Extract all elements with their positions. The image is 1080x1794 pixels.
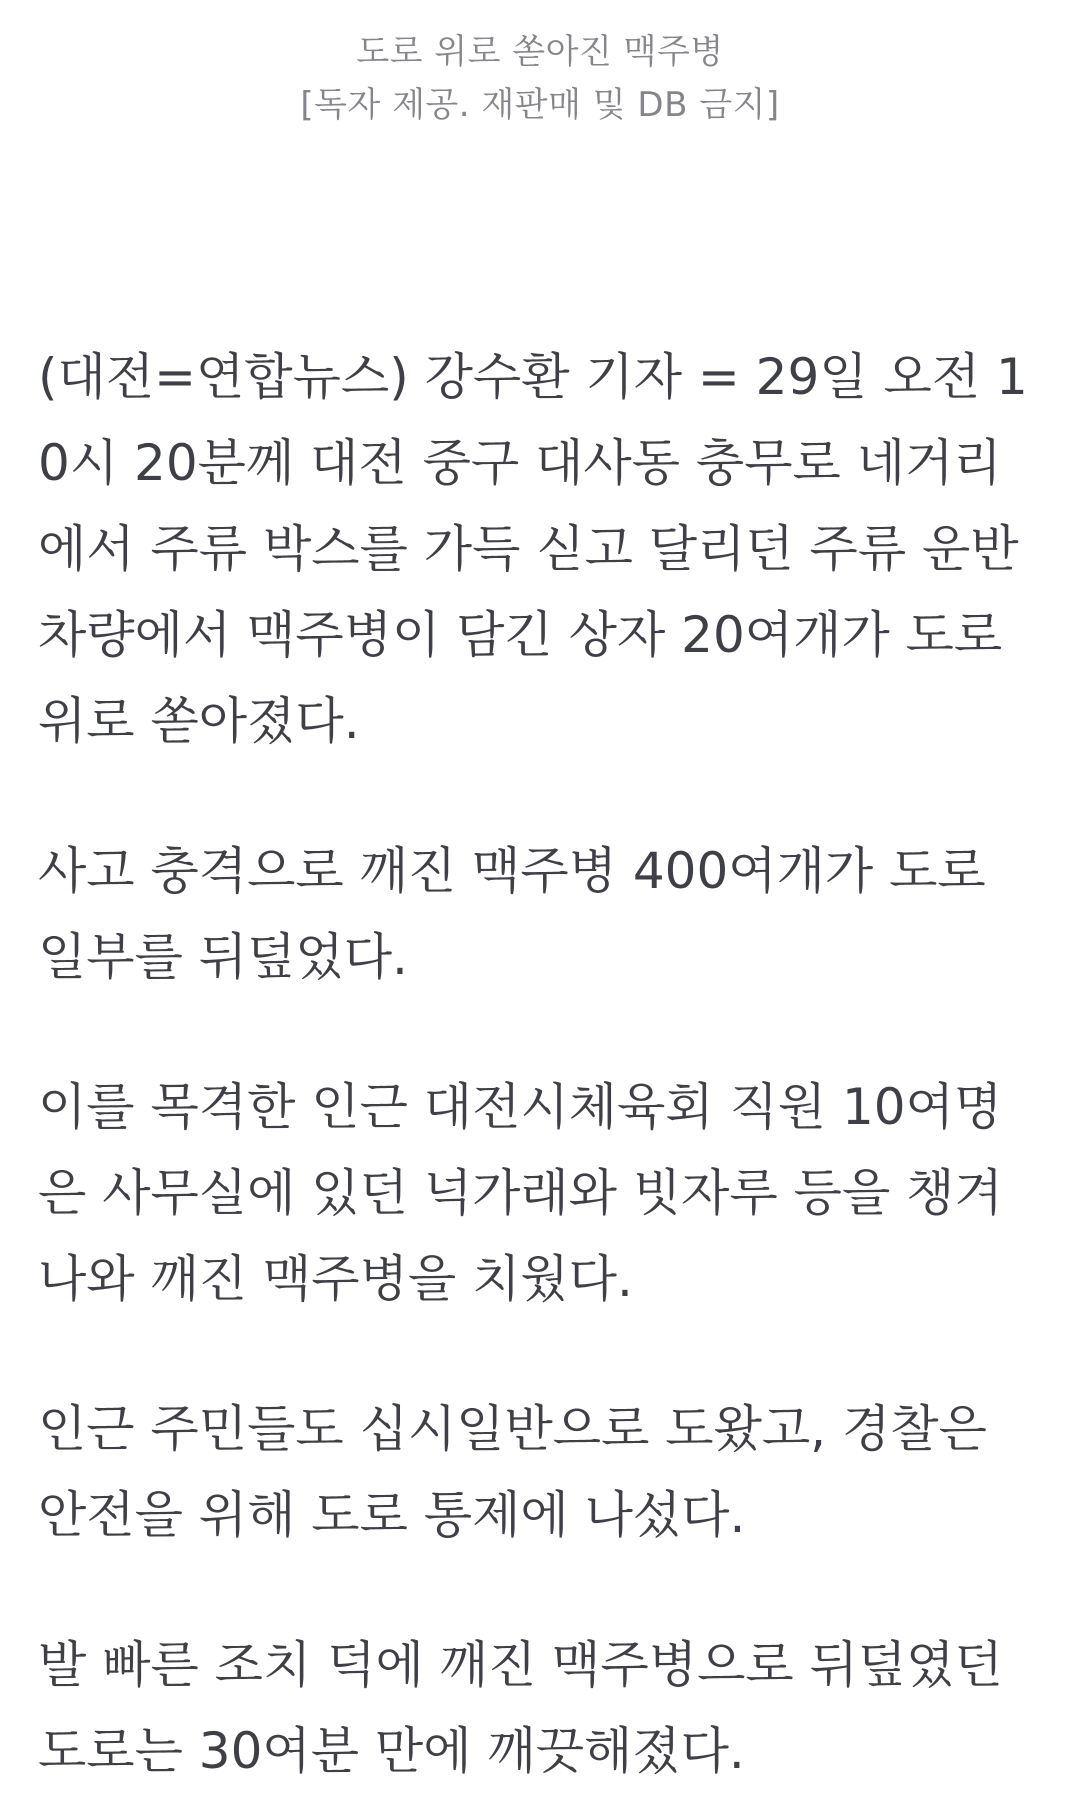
photo-caption-credit: [독자 제공. 재판매 및 DB 금지] <box>300 85 780 125</box>
article-paragraph-4: 인근 주민들도 십시일반으로 도왔고, 경찰은 안전을 위해 도로 통제에 나섰다. <box>38 1400 987 1544</box>
article-paragraph-5: 발 빠른 조치 덕에 깨진 맥주병으로 뒤덮였던 도로는 30여분 만에 깨끗해졌다. <box>38 1636 1003 1780</box>
article-paragraph-3: 이를 목격한 인근 대전시체육회 직원 10여명은 사무실에 있던 넉가래와 빗자루 등을 챙겨 나와 깨진 맥주병을 치웠다. <box>38 1078 1003 1308</box>
article-paragraph-2: 사고 충격으로 깨진 맥주병 400여개가 도로 일부를 뒤덮었다. <box>38 842 986 986</box>
photo-caption-title: 도로 위로 쏟아진 맥주병 <box>356 32 724 72</box>
photo-caption <box>0 26 1080 132</box>
article-paragraph-1: (대전=연합뉴스) 강수환 기자 = 29일 오전 10시 20분께 대전 중구 대사동 충무로 네거리에서 주류 박스를 가득 싣고 달리던 주류 운반 차량에서 맥주병이 담긴 상자 20여개가 도로 위로 쏟아졌다. <box>38 348 1028 750</box>
article-body <box>0 334 1080 1794</box>
